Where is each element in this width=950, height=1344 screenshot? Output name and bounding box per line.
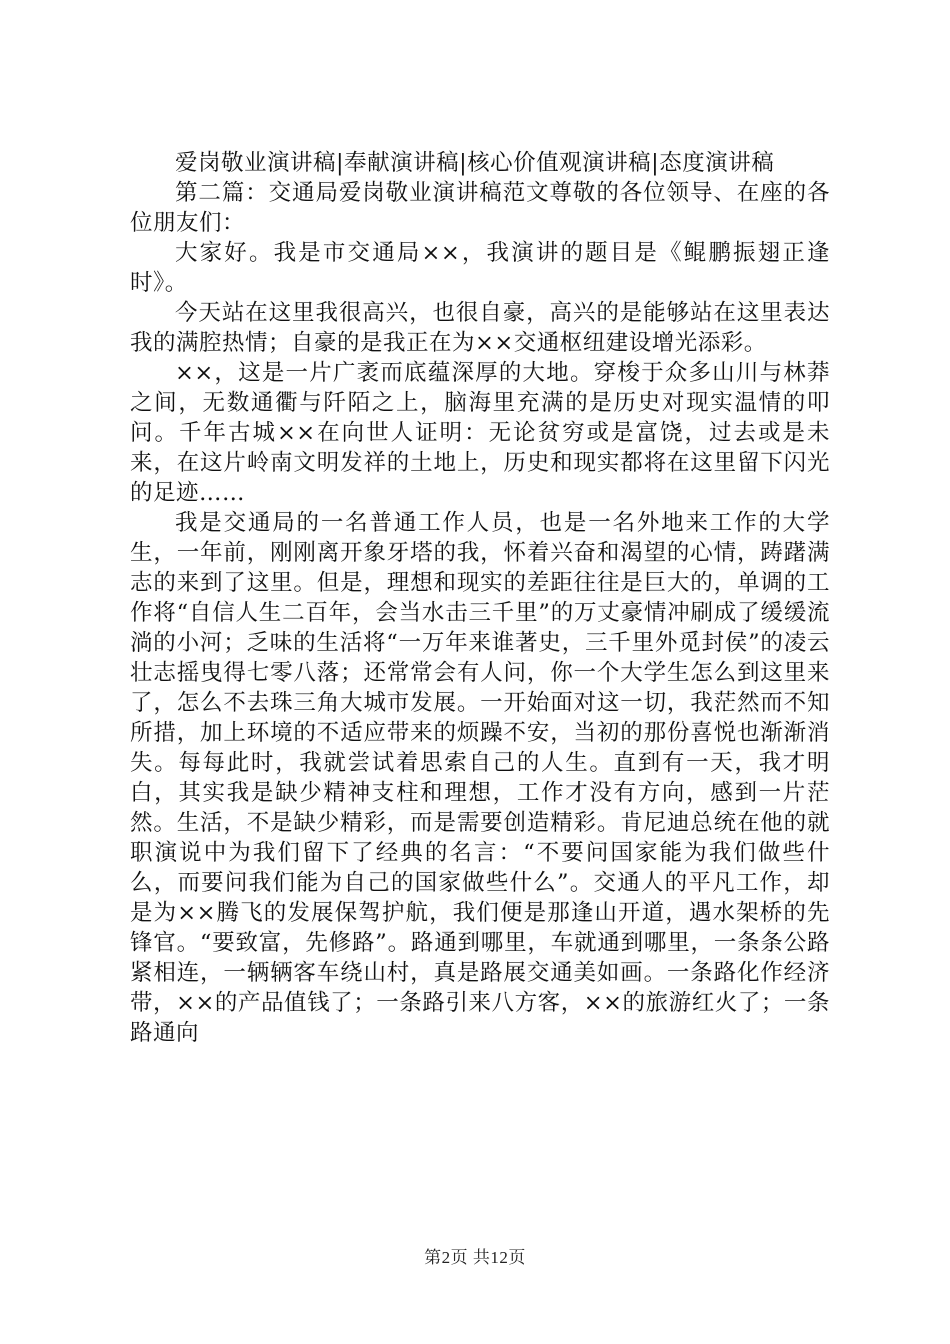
paragraph-title-line: 爱岗敬业演讲稿|奉献演讲稿|核心价值观演讲稿|态度演讲稿 xyxy=(175,150,775,176)
paragraph-section-heading: 第二篇：交通局爱岗敬业演讲稿范文尊敬的各位领导、在座的各位朋友们： xyxy=(130,180,830,236)
paragraph-story: 我是交通局的一名普通工作人员，也是一名外地来工作的大学生，一年前，刚刚离开象牙塔的我，怀着兴奋和渴望的心情，踌躇满志的来到了这里。但是，理想和现实的差距往往是巨大的，单调的工作将“自信人生二百年，会当水击三千里”的万丈豪情冲刷成了缓缓流淌的小河；乏味的生活将“一万年来谁著史，三千里外觅封侯”的凌云壮志摇曳得七零八落；还常常会有人问，你一个大学生怎么到这里来了，怎么不去珠三角大城市发展。一开始面对这一切，我茫然而不知所措，加上环境的不适应带来的烦躁不安，当初的那份喜悦也渐渐消失。每每此时，我就尝试着思索自己的人生。直到有一天，我才明白，其实我是缺少精神支柱和理想，工作才没有方向，感到一片茫然。生活，不是缺少精彩，而是需要创造精彩。肯尼迪总统在他的就职演说中为我们留下了经典的名言：“不要问国家能为我们做些什么，而要问我们能为自己的国家做些什么”。交通人的平凡工作，却是为××腾飞的发展保驾护航，我们便是那逢山开道，遇水架桥的先锋官。“要致富，先修路”。路通到哪里，车就通到哪里，一条条公路紧相连，一辆辆客车绕山村，真是路展交通美如画。一条路化作经济带，××的产品值钱了；一条路引来八方客，××的旅游红火了；一条路通向 xyxy=(130,510,830,1046)
paragraph-land: ××，这是一片广袤而底蕴深厚的大地。穿梭于众多山川与林莽之间，无数通衢与阡陌之上，脑海里充满的是历史对现实温情的叩问。千年古城××在向世人证明：无论贫穷或是富饶，过去或是未来，在这片岭南文明发祥的土地上，历史和现实都将在这里留下闪光的足迹…… xyxy=(130,360,830,506)
page-number-footer: 第2页 共12页 xyxy=(424,1248,526,1267)
paragraph-greeting: 大家好。我是市交通局××，我演讲的题目是《鲲鹏振翅正逢时》。 xyxy=(130,240,830,296)
document-body xyxy=(130,148,830,1048)
paragraph-feelings: 今天站在这里我很高兴，也很自豪，高兴的是能够站在这里表达我的满腔热情；自豪的是我正在为××交通枢纽建设增光添彩。 xyxy=(130,300,830,356)
